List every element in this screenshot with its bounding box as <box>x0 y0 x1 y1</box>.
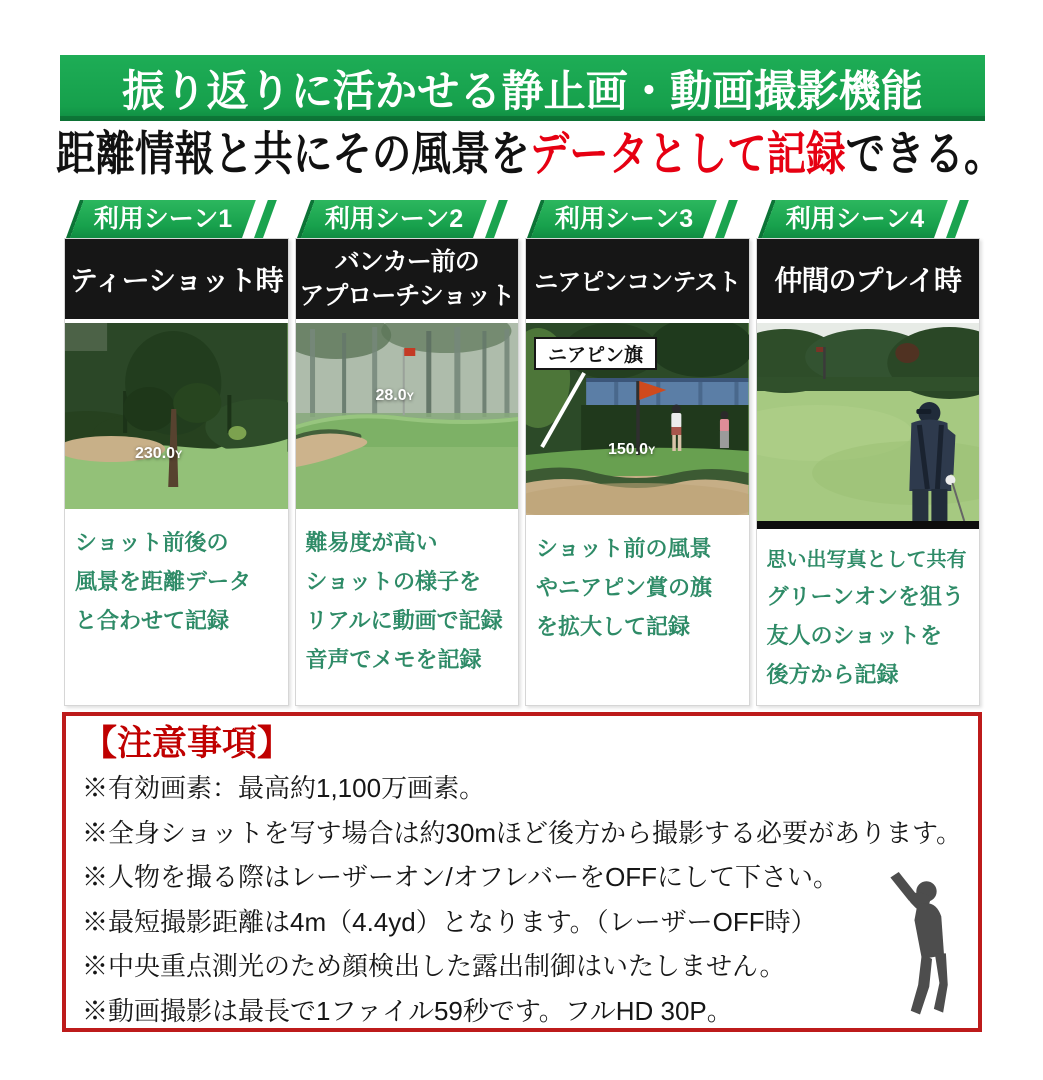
note-item-4: ※最短撮影距離は4m（4.4yd）となります。（レーザーOFF時） <box>82 906 817 937</box>
scene-2-body <box>295 238 520 706</box>
distance-unit: Y <box>406 391 414 403</box>
ribbon-sliver-icon <box>485 200 508 238</box>
scene-card-3 <box>525 198 750 706</box>
scene-1-tab-row <box>64 198 289 238</box>
distance-unit: Y <box>648 445 656 457</box>
scene-1-photo-tee-shot <box>65 323 288 509</box>
headline <box>56 126 1004 182</box>
scene-2-title-line1: バンカー前の <box>334 248 479 276</box>
scene-2-title-line2: アプローチショット <box>299 282 515 310</box>
scene-3-title <box>526 239 749 323</box>
scene-4-title <box>757 239 980 323</box>
headline-prefix: 距離情報と共にその風景を <box>56 127 530 180</box>
scene-4-title-line: 仲間のプレイ時 <box>774 265 961 296</box>
scene-3-ribbon-tab <box>531 200 717 238</box>
scene-2-photo-bunker <box>296 323 519 509</box>
fairway-golfer-back-illustration <box>757 323 980 529</box>
scene-2-description: 難易度が高い ショットの様子を リアルに動画で記録 音声でメモを記録 <box>305 530 503 672</box>
caution-notes-box <box>62 712 982 1032</box>
scene-4-photo-friend-swing <box>757 323 980 529</box>
scene-2-tab-row <box>295 198 520 238</box>
headline-highlight: データとして記録 <box>529 127 846 180</box>
foggy-green-bunker-illustration <box>296 323 519 509</box>
distance-value: 28.0 <box>375 387 407 404</box>
scene-1-body <box>64 238 289 706</box>
title-banner <box>60 55 985 121</box>
ribbon-sliver-icon <box>715 200 738 238</box>
scene-3-title-line: ニアピンコンテスト <box>534 268 741 296</box>
scene-2-title <box>296 239 519 323</box>
ribbon-sliver-icon <box>946 200 969 238</box>
scene-4-ribbon-tab <box>762 200 948 238</box>
scene-1-ribbon-tab <box>70 200 256 238</box>
near-pin-flag-callout: ニアピン旗 <box>534 337 657 370</box>
scene-4-body <box>756 238 981 706</box>
distance-overlay <box>376 387 414 405</box>
note-item-3: ※人物を撮る際はレーザーオン/オフレバーをOFFにして下さい。 <box>82 862 840 892</box>
scene-3-tab-row <box>525 198 750 238</box>
note-item-2: ※全身ショットを写す場合は約30mほど後方から撮影する必要があります。 <box>82 817 962 848</box>
scene-2-tab-label: 利用シーン2 <box>324 205 463 233</box>
notes-title: 【注意事項】 <box>82 724 293 763</box>
page-title: 振り返りに活かせる静止画・動画撮影機能 <box>122 67 923 116</box>
distance-overlay <box>135 445 182 463</box>
headline-suffix: できる。 <box>845 127 1004 180</box>
ribbon-sliver-icon <box>254 200 277 238</box>
distance-unit: Y <box>175 449 183 461</box>
scene-card-4 <box>756 198 981 706</box>
scene-1-tab-label: 利用シーン1 <box>93 205 233 233</box>
scene-4-tab-row <box>756 198 981 238</box>
scene-3-body <box>525 238 750 706</box>
note-item-5: ※中央重点測光のため顔検出した露出制御はいたしません。 <box>82 951 786 981</box>
scene-3-tab-label: 利用シーン3 <box>554 205 694 233</box>
scene-cards <box>64 198 980 706</box>
scene-4-description: 思い出写真として共有 グリーンオンを狙う 友人のショットを 後方から記録 <box>766 549 967 687</box>
scene-4-tab-label: 利用シーン4 <box>785 205 924 233</box>
scene-1-title-line: ティーショット時 <box>69 265 283 296</box>
scene-1-description: ショット前後の 風景を距離データ と合わせて記録 <box>75 530 252 633</box>
distance-overlay <box>608 441 655 459</box>
scene-card-2 <box>295 198 520 706</box>
golfer-swing-icon <box>872 872 968 1020</box>
golf-course-trees-illustration <box>65 323 288 509</box>
scene-3-photo-near-pin <box>526 323 749 515</box>
note-item-1: ※有効画素：最高約1,100万画素。 <box>82 773 486 803</box>
scene-3-description: ショット前の風景 やニアピン賞の旗 を拡大して記録 <box>536 536 713 639</box>
scene-card-1 <box>64 198 289 706</box>
note-item-6: ※動画撮影は最長で1ファイル59秒です。フルHD 30P。 <box>82 995 733 1026</box>
scene-1-title <box>65 239 288 323</box>
distance-value: 150.0 <box>608 441 649 458</box>
distance-value: 230.0 <box>135 445 176 462</box>
scene-2-ribbon-tab <box>301 200 487 238</box>
